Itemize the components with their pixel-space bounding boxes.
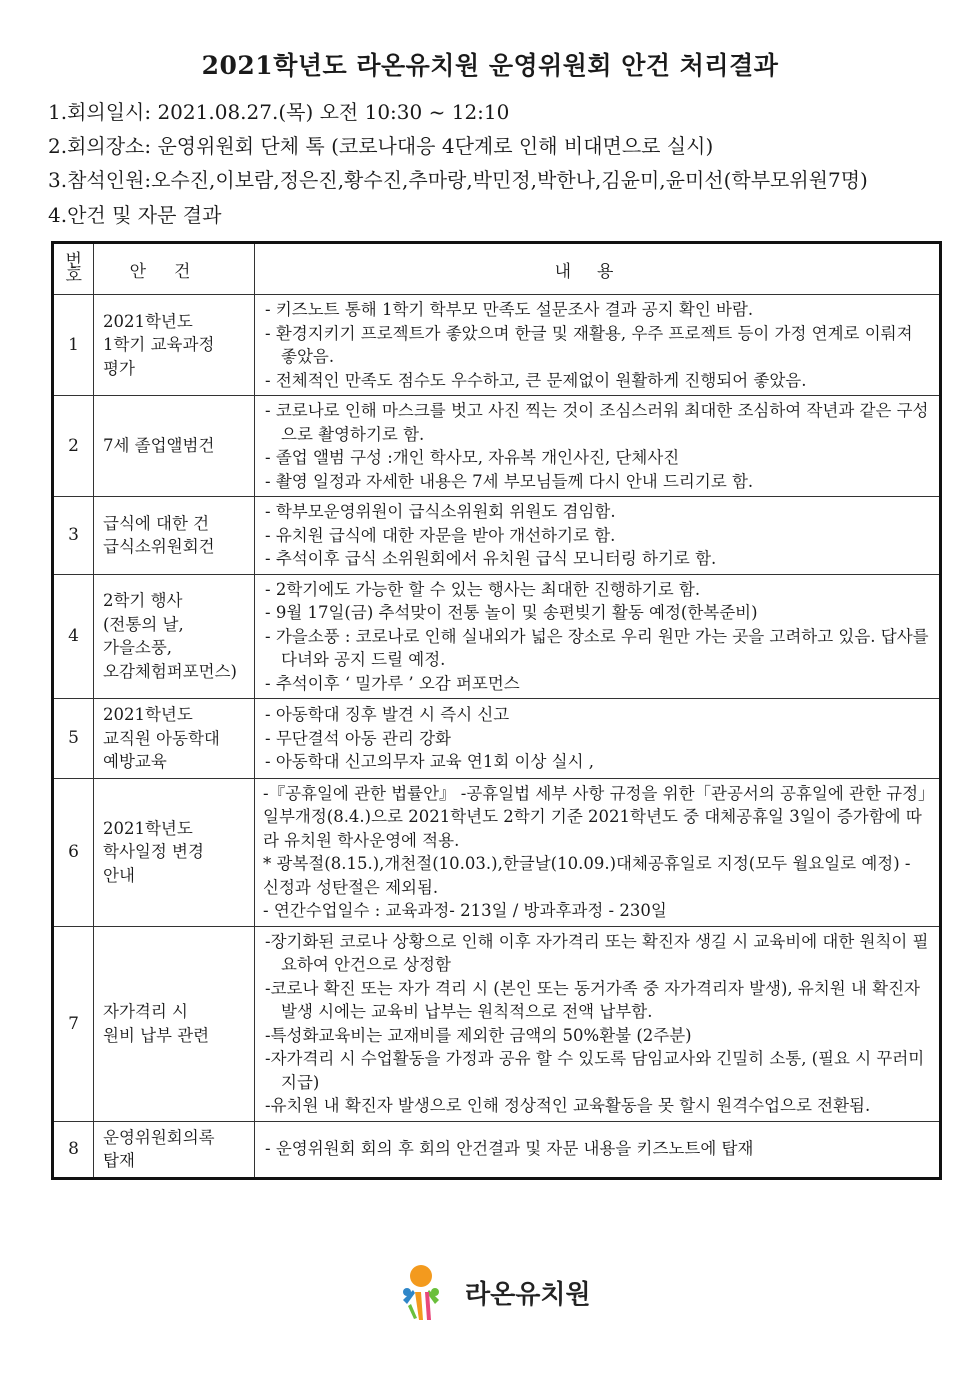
content-line: - 아동학대 징후 발견 시 즉시 신고 [265,705,510,724]
item-line: 탑재 [103,1151,135,1170]
page-title: 2021학년도 라온유치원 운영위원회 안건 처리결과 [201,51,779,80]
item-line: 7세 졸업앨범건 [103,436,215,456]
row-item [94,295,255,396]
agenda-table [51,241,942,1180]
item-line: 1학기 교육과정 [103,335,215,355]
agenda-heading: 4.안건 및 자문 결과 [48,203,222,227]
item-line: 평가 [103,358,135,378]
content-line: - 유치원 급식에 대한 자문을 받아 개선하기로 함. [265,525,616,545]
logo-text: 라온유치원 [465,1280,591,1310]
row-content [255,699,941,779]
row-content [255,1121,941,1178]
item-line: 급식소위원회건 [103,537,215,557]
header-item: 안건 [94,243,255,295]
table-row [53,1121,941,1178]
meeting-attendees: 3.참석인원:오수진,이보람,정은진,황수진,추마랑,박민정,박한나,김윤미,윤미선(학부모위원7명) [48,168,868,192]
table-row [53,497,941,575]
table-row [53,396,941,497]
item-line: 원비 납부 관련 [103,1025,210,1045]
table-row [53,778,941,926]
table-row [53,699,941,779]
item-line: (전통의 날, [103,614,184,634]
row-item [94,1121,255,1178]
item-line: 예방교육 [103,752,167,771]
row-number: 6 [53,778,94,926]
header-content: 내용 [255,243,941,295]
row-number: 5 [53,699,94,779]
row-number: 1 [53,295,94,396]
header-number-label: 번호 [65,251,82,286]
kindergarten-logo [395,1262,625,1322]
item-line: 2학기 행사 [103,591,183,611]
row-number: 8 [53,1121,94,1178]
table-row [53,926,941,1121]
content-line: - 촬영 일정과 자세한 내용은 7세 부모님들께 다시 안내 드리기로 함. [265,471,754,491]
row-content [255,778,941,926]
content-line: - 운영위원회 회의 후 회의 안건결과 및 자문 내용을 키즈노트에 탑재 [265,1139,754,1159]
content-line: - 키즈노트 통해 1학기 학부모 만족도 설문조사 결과 공지 확인 바람. [265,300,754,319]
content-line: - 학부모운영위원이 급식소위원회 위원도 겸임함. [265,502,616,521]
row-item [94,778,255,926]
row-content [255,574,941,699]
content-line: - 추석이후 ‘ 밀가루 ’ 오감 퍼포먼스 [265,673,520,693]
row-content [255,926,941,1121]
content-line: - 2학기에도 가능한 할 수 있는 행사는 최대한 진행하기로 함. [265,579,701,599]
row-item [94,497,255,575]
agenda-rows [53,295,941,1179]
content-line: - 무단결석 아동 관리 강화 [265,728,451,748]
row-item [94,699,255,779]
meeting-place: 2.회의장소: 운영위원회 단체 톡 (코로나대응 4단계로 인해 비대면으로 실시) [48,134,714,158]
content-line: * 광복절(8.15.),개천절(10.03.),한글날(10.09.)대체공휴일로 지정(모두 월요일로 예정) - 신정과 성탄절은 제외됨. [263,854,911,897]
row-item [94,926,255,1121]
content-line: - 졸업 앨범 구성 :개인 학사모, 자유복 개인사진, 단체사진 [265,448,680,467]
item-line: 가을소풍, [103,638,173,658]
row-number: 4 [53,574,94,699]
content-line: - 9월 17일(금) 추석맞이 전통 놀이 및 송편빚기 활동 예정(한복준비) [265,603,758,622]
table-row [53,574,941,699]
content-line: - 환경지키기 프로젝트가 좋았으며 한글 및 재활용, 우주 프로젝트 등이 가정 연계로 이뤄져 좋았음. [265,323,913,366]
row-content [255,396,941,497]
meeting-date: 1.회의일시: 2021.08.27.(목) 오전 10:30 ~ 12:10 [48,100,510,124]
item-line: 안내 [103,865,135,885]
item-line: 오감체험퍼포먼스) [103,661,237,681]
item-line: 교직원 아동학대 [103,728,220,748]
content-line: - 연간수업일수 : 교육과정- 213일 / 방과후과정 - 230일 [263,901,667,920]
content-line: - 아동학대 신고의무자 교육 연1회 이상 실시 , [265,752,594,771]
row-content [255,295,941,396]
row-item [94,574,255,699]
content-line: - 전체적인 만족도 점수도 우수하고, 큰 문제없이 원활하게 진행되어 좋았음. [265,370,807,390]
content-line: -자가격리 시 수업활동을 가정과 공유 할 수 있도록 담임교사와 긴밀히 소통, (필요 시 꾸러미 지급) [265,1049,925,1092]
row-number: 2 [53,396,94,497]
item-line: 2021학년도 [103,818,193,838]
row-item [94,396,255,497]
item-line: 자가격리 시 [103,1002,188,1021]
item-line: 운영위원회의록 [103,1127,215,1147]
table-row [53,295,941,396]
content-line: - 가을소풍 : 코로나로 인해 실내외가 넓은 장소로 우리 원만 가는 곳을 고려하고 있음. 답사를 다녀와 공지 드릴 예정. [265,626,929,669]
content-line: -코로나 확진 또는 자가 격리 시 (본인 또는 동거가족 중 자가격리자 발생), 유치원 내 확진자 발생 시에는 교육비 납부는 원칙적으로 전액 납부함. [265,978,920,1021]
item-line: 2021학년도 [103,311,193,331]
content-line: -유치원 내 확진자 발생으로 인해 정상적인 교육활동을 못 할시 원격수업으로 전환됨. [265,1096,871,1115]
header-number [53,243,94,295]
content-line: - 코로나로 인해 마스크를 벗고 사진 찍는 것이 조심스러워 최대한 조심하여 작년과 같은 구성으로 촬영하기로 함. [265,401,929,444]
item-line: 학사일정 변경 [103,842,204,862]
content-line: -특성화교육비는 교재비를 제외한 금액의 50%환불 (2주분) [265,1025,692,1045]
row-content [255,497,941,575]
row-number: 3 [53,497,94,575]
content-line: - 추석이후 급식 소위원회에서 유치원 급식 모니터링 하기로 함. [265,549,717,568]
item-line: 2021학년도 [103,705,193,724]
row-number: 7 [53,926,94,1121]
kindergarten-logo-icon [395,1262,459,1322]
table-header-row [53,243,941,295]
item-line: 급식에 대한 건 [103,513,210,533]
content-line: -『공휴일에 관한 법률안』 -공휴일법 세부 사항 규정을 위한「관공서의 공휴일에 관한 규정」일부개정(8.4.)으로 2021학년도 2학기 기준 2021학년도 중 대체공휴일 3일이 증가함에 따라 유치원 학사운영에 적용. [263,783,927,850]
content-line: -장기화된 코로나 상황으로 인해 이후 자가격리 또는 확진자 생길 시 교육비에 대한 원칙이 필요하여 안건으로 상정함 [265,931,929,974]
